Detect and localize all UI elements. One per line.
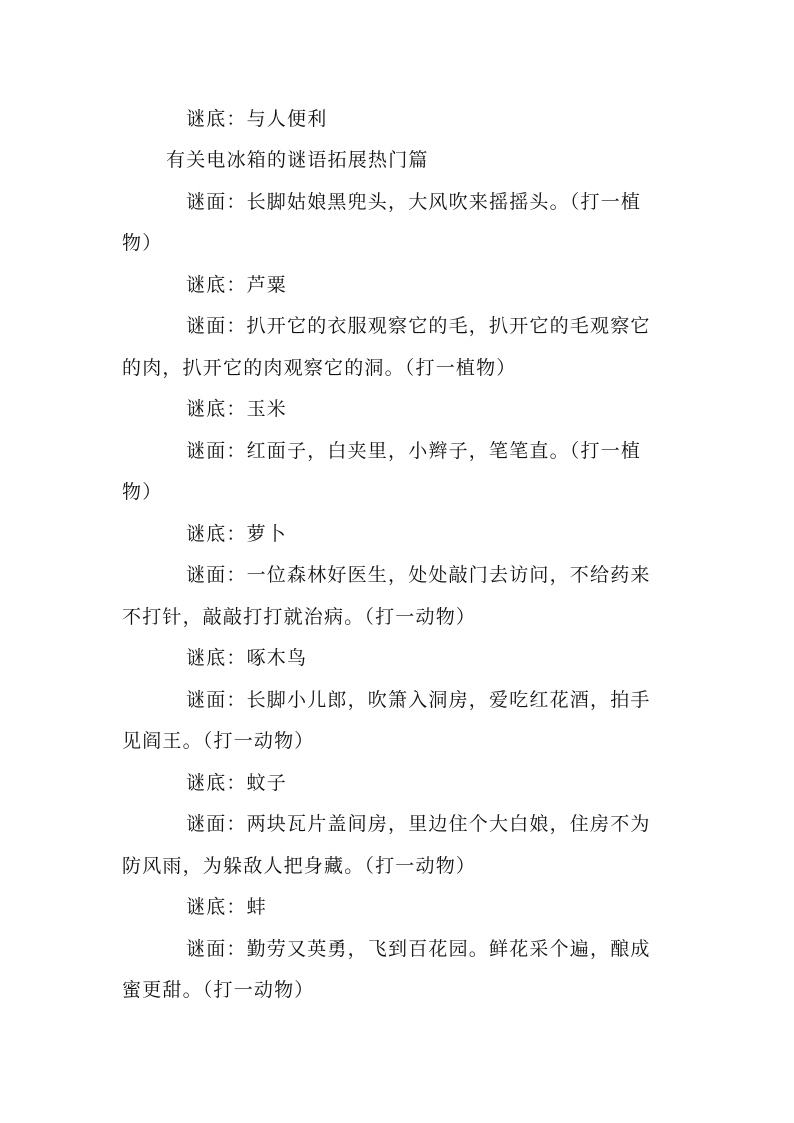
riddle-question-continuation: 见阎王。（打一动物） [122, 730, 315, 752]
riddle-question-continuation: 物） [122, 232, 163, 254]
riddle-question-continuation: 物） [122, 481, 163, 503]
riddle-question-continuation: 不打针，敲敲打打就治病。（打一动物） [122, 606, 477, 628]
riddle-question-line: 谜面：一位森林好医生，处处敲门去访问，不给药来 [186, 564, 651, 586]
riddle-answer-line: 谜底：与人便利 [186, 108, 328, 130]
riddle-question-line: 谜面：两块瓦片盖间房，里边住个大白娘，住房不为 [186, 813, 651, 835]
riddle-question-continuation: 的肉，扒开它的肉观察它的洞。（打一植物） [122, 357, 517, 379]
riddle-question-line: 谜面：扒开它的衣服观察它的毛，扒开它的毛观察它 [186, 315, 651, 337]
riddle-question-line: 谜面：长脚小儿郎，吹箫入洞房，爱吃红花酒，拍手 [186, 689, 651, 711]
section-heading: 有关电冰箱的谜语拓展热门篇 [166, 149, 429, 171]
riddle-answer-line: 谜底：芦粟 [186, 274, 288, 296]
riddle-answer-line: 谜底：玉米 [186, 398, 288, 420]
riddle-question-line: 谜面：勤劳又英勇，飞到百花园。鲜花采个遍，酿成 [186, 938, 651, 960]
riddle-answer-line: 谜底：啄木鸟 [186, 647, 308, 669]
riddle-question-continuation: 蜜更甜。（打一动物） [122, 979, 315, 1001]
riddle-question-line: 谜面：红面子，白夹里，小辫子，笔笔直。（打一植 [186, 440, 642, 462]
riddle-answer-line: 谜底：蚌 [186, 896, 267, 918]
riddle-answer-line: 谜底：萝卜 [186, 523, 288, 545]
riddle-question-line: 谜面：长脚姑娘黑兜头，大风吹来摇摇头。（打一植 [186, 191, 642, 213]
riddle-question-continuation: 防风雨，为躲敌人把身藏。（打一动物） [122, 855, 477, 877]
riddle-answer-line: 谜底：蚊子 [186, 772, 288, 794]
